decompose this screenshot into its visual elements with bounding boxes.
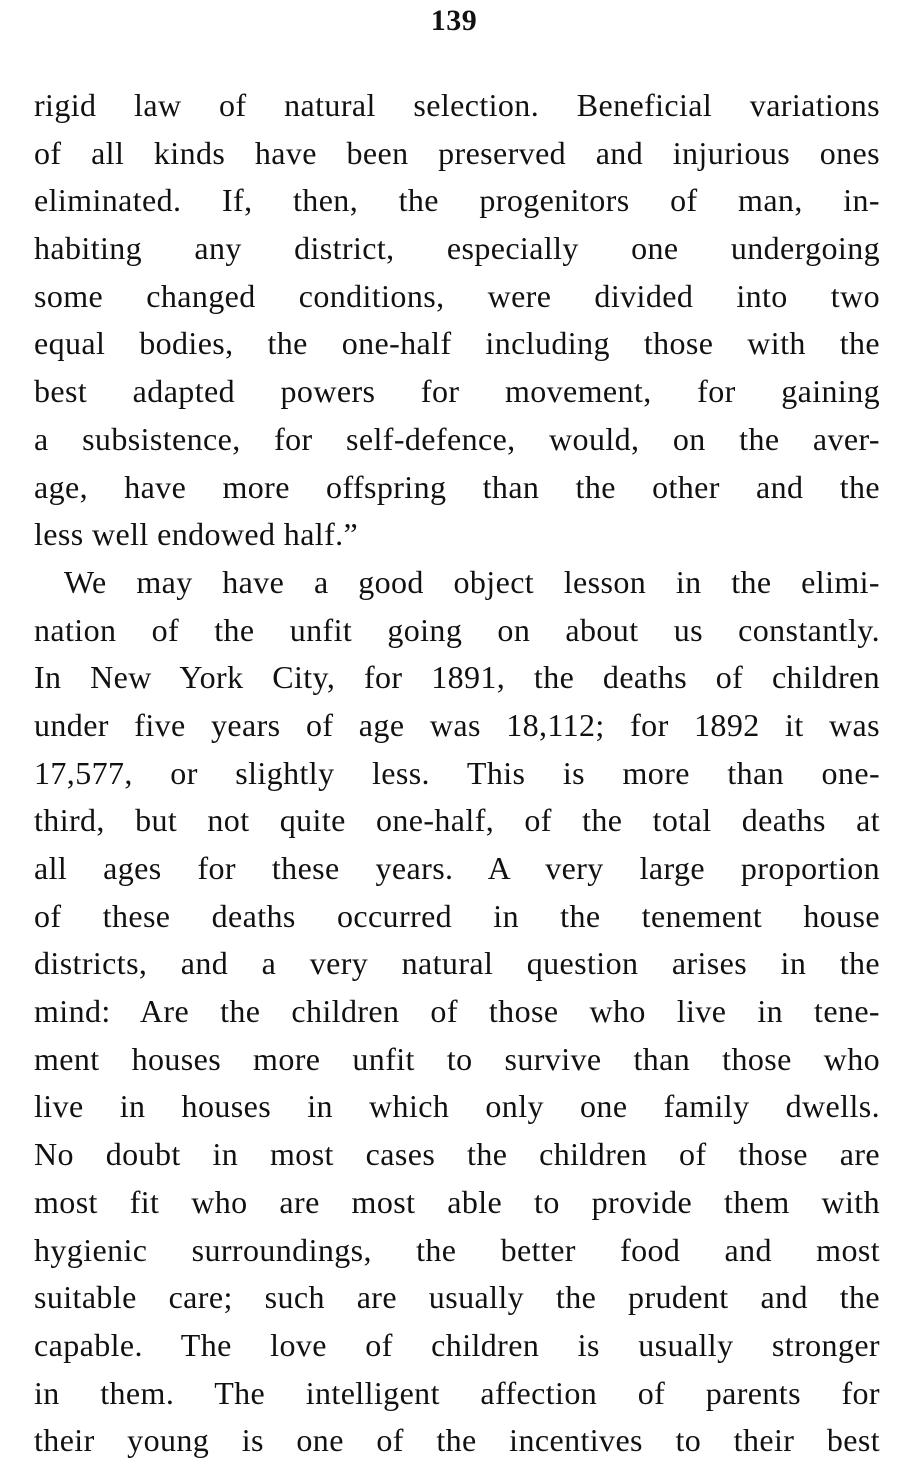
text-line: equal bodies, the one-half including those with the [34,325,880,362]
text-line: 17,577, or slightly less. This is more than one- [34,754,880,791]
text-line: their young is one of the incentives to their best [34,1422,880,1459]
text-line: less well endowed half.” [34,516,359,553]
text-line: habiting any district, especially one undergoing [34,230,880,267]
text-line: of all kinds have been preserved and injurious ones [34,134,880,171]
text-line: districts, and a very natural question arises in the [34,945,880,982]
text-line: some changed conditions, were divided into two [34,277,880,314]
text-line: live in houses in which only one family dwells. [34,1088,880,1125]
text-line: ment houses more unfit to survive than those who [34,1040,880,1077]
text-line: all ages for these years. A very large proportion [34,850,880,886]
text-line: mind: Are the children of those who live in tene- [34,993,880,1030]
text-line: suitable care; such are usually the prudent and the [34,1279,880,1316]
text-line: In New York City, for 1891, the deaths of children [34,659,880,696]
body-text [34,82,880,1465]
text-line: We may have a good object lesson in the elimi- [64,563,880,600]
text-line: third, but not quite one-half, of the total deaths at [34,802,880,839]
text-line: in them. The intelligent affection of parents for [34,1374,880,1411]
text-line: No doubt in most cases the children of those are [34,1136,880,1173]
text-line: most fit who are most able to provide them with [34,1183,880,1220]
text-line: a subsistence, for self-defence, would, on the aver- [34,420,880,457]
page-number: 139 [430,4,478,37]
text-line: hygienic surroundings, the better food and most [34,1231,880,1268]
text-line: age, have more offspring than the other and the [34,468,880,505]
text-line: nation of the unfit going on about us constantly. [34,611,880,648]
text-line: rigid law of natural selection. Beneficial variations [34,87,880,123]
text-line: best adapted powers for movement, for gaining [34,373,880,410]
text-line: under five years of age was 18,112; for 1892 it was [34,706,880,743]
text-line: capable. The love of children is usually stronger [34,1326,880,1363]
text-line: of these deaths occurred in the tenement house [34,897,880,934]
text-line: eliminated. If, then, the progenitors of man, in- [34,182,880,219]
